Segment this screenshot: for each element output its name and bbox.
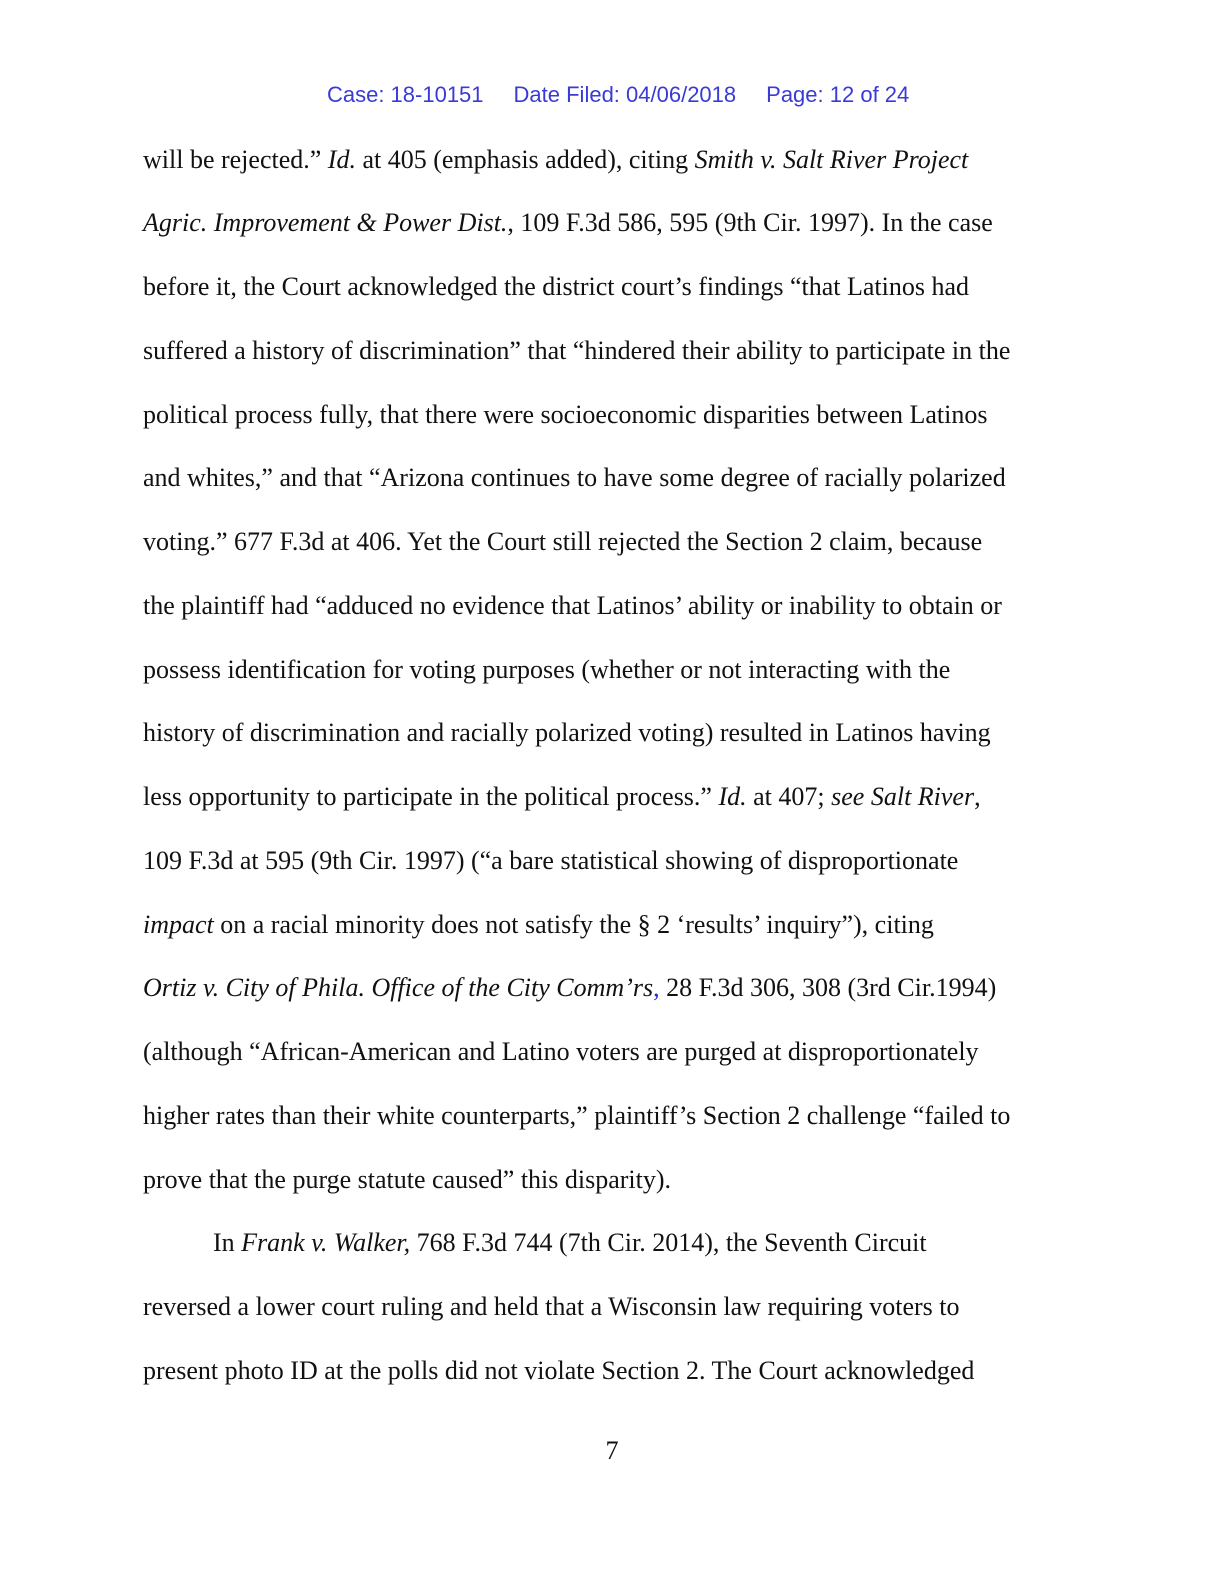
text-run: possess identification for voting purposes (whether or not interacting with the (143, 655, 951, 684)
text-run: higher rates than their white counterparts,” plaintiff’s Section 2 challenge “failed to (143, 1101, 1011, 1130)
italic-text: Smith v. Salt River Project (694, 145, 969, 174)
case-header (0, 56, 1224, 108)
text-run: , (974, 782, 981, 811)
text-run: at 407; (746, 782, 832, 811)
text-run: 28 F.3d 306, 308 (3rd Cir.1994) (659, 973, 997, 1002)
text-line (213, 1228, 927, 1258)
text-line (143, 208, 993, 238)
italic-text: see Salt River (831, 782, 975, 811)
case-number: Case: 18-10151 (326, 82, 484, 107)
text-run: present photo ID at the polls did not violate Section 2. The Court acknowledged (143, 1356, 975, 1385)
italic-text: Frank v. Walker, (241, 1228, 411, 1257)
italic-text: Id. (327, 145, 356, 174)
page-number: 7 (605, 1436, 619, 1465)
text-line (143, 973, 996, 1003)
text-run: history of discrimination and racially polarized voting) resulted in Latinos having (143, 718, 991, 747)
text-line (143, 910, 934, 940)
text-run: 768 F.3d 744 (7th Cir. 2014), the Seventh Circuit (410, 1228, 927, 1257)
text-line (143, 1165, 671, 1195)
text-run: before it, the Court acknowledged the district court’s findings “that Latinos had (143, 272, 970, 301)
italic-text: Agric. Improvement & Power Dist. (143, 208, 508, 237)
text-line (143, 591, 1002, 621)
citation-link[interactable]: , (653, 973, 660, 1002)
text-run: and whites,” and that “Arizona continues to have some degree of racially polarized (143, 463, 1006, 492)
italic-text: Id. (718, 782, 747, 811)
text-line (143, 145, 968, 175)
text-run: the plaintiff had “adduced no evidence that Latinos’ ability or inability to obtain or (143, 591, 1002, 620)
text-line (143, 1292, 960, 1322)
text-line (143, 336, 1010, 366)
text-run: suffered a history of discrimination” that “hindered their ability to participate in the (143, 336, 1011, 365)
text-line (143, 1037, 979, 1067)
text-run: prove that the purge statute caused” this disparity). (143, 1165, 672, 1194)
text-line (143, 718, 991, 748)
text-run: political process fully, that there were socioeconomic disparities between Latinos (143, 400, 988, 429)
text-line (143, 655, 950, 685)
text-run: 109 F.3d at 595 (9th Cir. 1997) (“a bare statistical showing of disproportionate (143, 846, 959, 875)
text-line (143, 782, 981, 812)
italic-text: Ortiz v. City of Phila. Office of the City Comm’rs (143, 973, 654, 1002)
text-run: voting.” 677 F.3d at 406. Yet the Court still rejected the Section 2 claim, because (143, 527, 983, 556)
page-indicator: Page: 12 of 24 (766, 82, 910, 107)
text-run: less opportunity to participate in the political process.” (143, 782, 719, 811)
text-line (143, 846, 958, 876)
italic-text: impact (143, 910, 214, 939)
text-run: on a racial minority does not satisfy the § 2 ‘results’ inquiry”), citing (213, 910, 934, 939)
text-line (143, 463, 1006, 493)
text-run: , 109 F.3d 586, 595 (9th Cir. 1997). In the case (507, 208, 993, 237)
text-run: (although “African-American and Latino voters are purged at disproportionately (143, 1037, 979, 1066)
text-run: reversed a lower court ruling and held that a Wisconsin law requiring voters to (143, 1292, 960, 1321)
text-run: will be rejected.” (143, 145, 328, 174)
text-run: at 405 (emphasis added), citing (355, 145, 695, 174)
text-line (143, 1356, 974, 1386)
date-filed: Date Filed: 04/06/2018 (513, 82, 737, 107)
text-line (143, 527, 982, 557)
text-line (143, 400, 987, 430)
text-run: In (213, 1228, 242, 1257)
text-line (143, 272, 969, 302)
text-line (143, 1101, 1010, 1131)
